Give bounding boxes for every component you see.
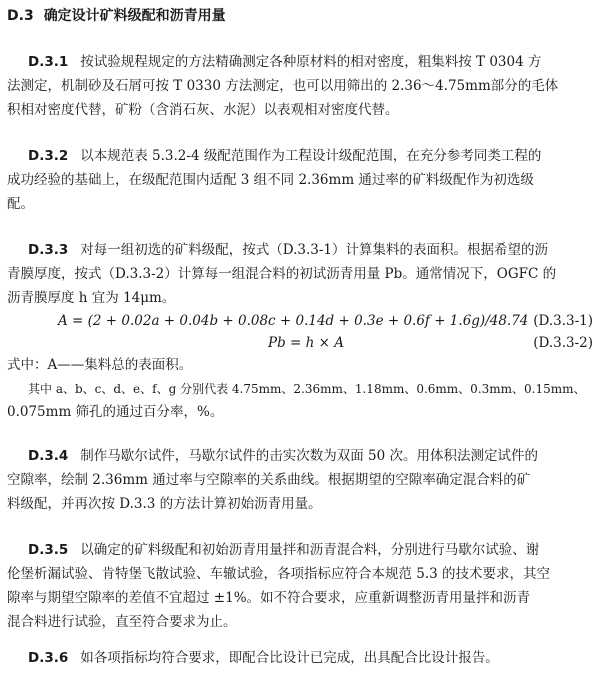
d33-where-3: 0.075mm 筛孔的通过百分率，%。 bbox=[7, 404, 224, 420]
d35-text-1: 以确定的矿料级配和初始沥青用量拌和沥青混合料，分别进行马歇尔试验、谢 bbox=[80, 542, 540, 558]
d33-where-2: 其中 a、b、c、d、e、f、g 分别代表 4.75mm、2.36mm、1.18mm、0.6mm、0.3mm、0.15mm、 bbox=[28, 382, 586, 396]
d35-line-2: 伦堡析漏试验、肯特堡飞散试验、车辙试验，各项指标应符合本规范 5.3 的技术要求，其空 bbox=[7, 566, 551, 582]
d33-line-1 bbox=[28, 240, 548, 260]
d32-line-3: 配。 bbox=[7, 196, 34, 212]
d35-number: D.3.5 bbox=[28, 542, 69, 558]
d33-number: D.3.3 bbox=[28, 242, 69, 258]
d35-line-3: 隙率与期望空隙率的差值不宜超过 ±1%。如不符合要求，应重新调整沥青用量拌和沥青 bbox=[7, 590, 531, 606]
d31-line-3: 积相对密度代替，矿粉（含消石灰、水泥）以表观相对密度代替。 bbox=[7, 102, 399, 118]
d33-text-1: 对每一组初选的矿料级配，按式（D.3.3-1）计算集料的表面积。根据希望的沥 bbox=[80, 242, 549, 258]
d32-number: D.3.2 bbox=[28, 148, 69, 164]
d36-number: D.3.6 bbox=[28, 650, 69, 666]
d32-text-1: 以本规范表 5.3.2-4 级配范围作为工程设计级配范围，在充分参考同类工程的 bbox=[80, 148, 542, 164]
d31-text-1: 按试验规程规定的方法精确测定各种原材料的相对密度，粗集料按 T 0304 方 bbox=[80, 54, 542, 70]
d32-line-1 bbox=[28, 146, 541, 166]
d36-line-1 bbox=[28, 648, 499, 668]
d35-line-1 bbox=[28, 540, 539, 560]
d36-text-1: 如各项指标均符合要求，即配合比设计已完成，出具配合比设计报告。 bbox=[80, 650, 499, 666]
heading-number: D.3 bbox=[7, 8, 34, 24]
d33-line-2: 青膜厚度，按式（D.3.3-2）计算每一组混合料的初试沥青用量 Pb。通常情况下，OGFC 的 bbox=[7, 266, 557, 282]
d33-line-3: 沥青膜厚度 h 宜为 14μm。 bbox=[7, 290, 176, 306]
formula-d331: A = (2 + 0.02a + 0.04b + 0.08c + 0.14d + 0.3e + 0.6f + 1.6g)/48.74 bbox=[58, 313, 529, 329]
d31-line-2: 法测定，机制砂及石屑可按 T 0330 方法测定，也可以用筛出的 2.36～4.75mm部分的毛体 bbox=[7, 78, 559, 94]
d33-where-1: 式中：A——集料总的表面积。 bbox=[7, 357, 193, 373]
heading-title: 确定设计矿料级配和沥青用量 bbox=[43, 8, 226, 24]
d31-line-1 bbox=[28, 52, 541, 72]
formula-d332: Pb = h × A bbox=[268, 335, 344, 351]
d34-text-1: 制作马歇尔试件，马歇尔试件的击实次数为双面 50 次。用体积法测定试件的 bbox=[80, 448, 539, 464]
d34-line-1 bbox=[28, 446, 538, 466]
d34-number: D.3.4 bbox=[28, 448, 69, 464]
d35-line-4: 混合料进行试验，直至符合要求为止。 bbox=[7, 614, 237, 630]
formula-d332-number: (D.3.3-2) bbox=[533, 335, 593, 351]
d34-line-2: 空隙率，绘制 2.36mm 通过率与空隙率的关系曲线。根据期望的空隙率确定混合料的矿 bbox=[7, 472, 531, 488]
formula-d331-number: (D.3.3-1) bbox=[533, 313, 593, 329]
section-heading bbox=[7, 7, 226, 25]
d32-line-2: 成功经验的基础上，在级配范围内适配 3 组不同 2.36mm 通过率的矿料级配作为初选级 bbox=[7, 172, 534, 188]
d34-line-3: 料级配，并再次按 D.3.3 的方法计算初始沥青用量。 bbox=[7, 496, 322, 512]
d31-number: D.3.1 bbox=[28, 54, 69, 70]
